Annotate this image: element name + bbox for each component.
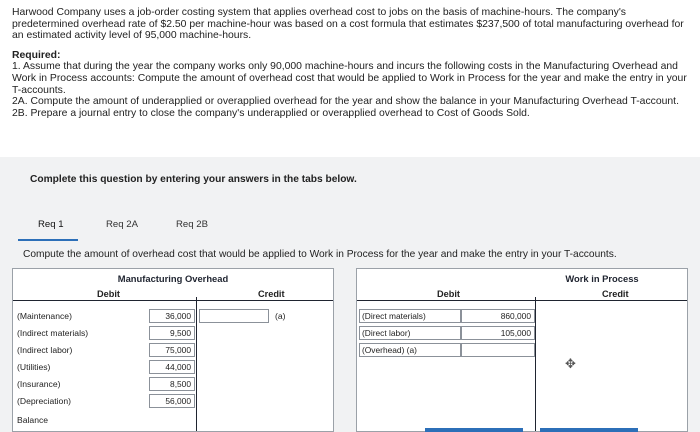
wip-debit-label[interactable]: (Overhead) (a) xyxy=(359,343,461,357)
wip-title: Work in Process xyxy=(565,273,639,284)
mfg-overhead-t-horizontal xyxy=(13,300,333,301)
tab-req-2a[interactable]: Req 2A xyxy=(106,219,138,230)
mfg-credit-label: (a) xyxy=(275,311,286,321)
wip-debit-value[interactable]: 860,000 xyxy=(461,309,535,323)
problem-intro: Harwood Company uses a job-order costing system that applies overhead cost to jobs on the basis of machine-hours. The company's predetermined overhead rate of $2.50 per machine-hour was based on a cost formula that estimates $237,500 of total manufacturing overhead for an estimated activity level of 95,000 machine-hours. xyxy=(12,7,684,42)
mfg-debit-value[interactable]: 56,000 xyxy=(149,394,195,408)
mfg-balance-label: Balance xyxy=(17,415,49,425)
tab-req-2b[interactable]: Req 2B xyxy=(176,219,208,230)
problem-statement xyxy=(12,7,692,119)
requirement-1: 1. Assume that during the year the company works only 90,000 machine-hours and incurs the following costs in the Manufacturing Overhead and Work in Process accounts: Compute the amount of overhead cost that would be applied to Work in Process for the year and make the entry in your T-accounts. xyxy=(12,61,687,96)
mfg-overhead-title: Manufacturing Overhead xyxy=(117,273,229,284)
subquestion-text: Compute the amount of overhead cost that would be applied to Work in Process for the year and make the entry in your T-accounts. xyxy=(23,249,617,260)
requirement-2b: 2B. Prepare a journal entry to close the company's underapplied or overapplied overhead to Cost of Goods Sold. xyxy=(12,107,530,119)
mfg-debit-label: (Maintenance) xyxy=(17,311,72,321)
mfg-overhead-t-vertical xyxy=(196,297,197,431)
mfg-debit-value[interactable]: 44,000 xyxy=(149,360,195,374)
required-heading: Required: xyxy=(12,49,61,61)
tab-bar xyxy=(14,209,694,241)
wip-debit-value[interactable]: 105,000 xyxy=(461,326,535,340)
wip-t-vertical xyxy=(535,297,536,431)
mfg-debit-value[interactable]: 75,000 xyxy=(149,343,195,357)
wip-debit-header: Debit xyxy=(437,289,460,299)
wip-t-account xyxy=(356,268,688,432)
scroll-indicator xyxy=(425,428,523,432)
mfg-overhead-t-account xyxy=(12,268,334,432)
wip-debit-label[interactable]: (Direct labor) xyxy=(359,326,461,340)
mfg-debit-label: (Utilities) xyxy=(17,362,51,372)
wip-credit-header: Credit xyxy=(602,289,629,299)
question-panel xyxy=(0,157,700,432)
instruction-text: Complete this question by entering your answers in the tabs below. xyxy=(30,174,357,185)
active-tab-indicator xyxy=(18,239,78,241)
mfg-debit-label: (Indirect labor) xyxy=(17,345,73,355)
mfg-credit-value[interactable] xyxy=(199,309,269,323)
mfg-debit-value[interactable]: 9,500 xyxy=(149,326,195,340)
requirement-2a: 2A. Compute the amount of underapplied or overapplied overhead for the year and show the balance in your Manufacturing Overhead T-account. xyxy=(12,96,679,108)
tab-req-1[interactable]: Req 1 xyxy=(38,219,64,230)
mfg-debit-label: (Indirect materials) xyxy=(17,328,89,338)
wip-t-horizontal xyxy=(357,300,687,301)
wip-debit-label[interactable]: (Direct materials) xyxy=(359,309,461,323)
move-icon[interactable]: ✥ xyxy=(565,356,576,371)
mfg-debit-value[interactable]: 36,000 xyxy=(149,309,195,323)
wip-debit-value[interactable] xyxy=(461,343,535,357)
mfg-debit-value[interactable]: 8,500 xyxy=(149,377,195,391)
mfg-overhead-debit-header: Debit xyxy=(97,289,120,299)
mfg-debit-label: (Depreciation) xyxy=(17,396,71,406)
scroll-indicator xyxy=(540,428,638,432)
mfg-overhead-credit-header: Credit xyxy=(258,289,285,299)
mfg-debit-label: (Insurance) xyxy=(17,379,61,389)
